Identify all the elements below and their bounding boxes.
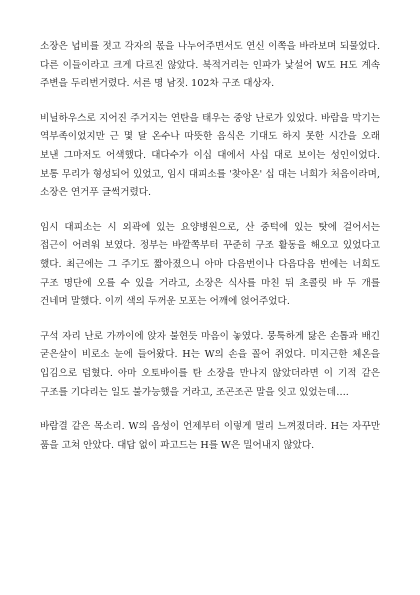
paragraph-2: 비닐하우스로 지어진 주거지는 연탄을 태우는 중앙 난로가 있었다. 바람을 막기는 역부족이었지만 근 몇 달 온수나 따뜻한 음식은 기대도 하지 못한 시간을 오래 보낸 그마저도 어색했다. 대다수가 이십 대에서 사십 대로 보이는 성인이었다. 보통 무리가 형성되어 있었고, 임시 대피소를 '찾아온' 십 대는 너희가 처음이라며, 소장은 연거푸 글썩거렸다. [40,112,380,199]
paragraph-4: 구석 자리 난로 가까이에 앉자 불현듯 마음이 놓였다. 뭉툭하게 닳은 손톱과 배긴 굳은살이 비로소 눈에 들어왔다. H는 W의 손을 꼴어 쥐었다. 미지근한 체온을 입김으로 덥혔다. 아마 오토바이를 탄 소장을 만나지 않았더라면 이 기적 같은 구조를 기다리는 일도 불가능했을 거라고, 조곤조곤 말을 잇고 있었는데…. [40,330,380,398]
paragraph-3: 임시 대피소는 시 외곽에 있는 요양병원으로, 산 중턱에 있는 탓에 걸어서는 접근이 어려워 보였다. 정부는 바깥쪽부터 꾸준히 구조 활동을 해오고 있었다고 했다. 최근에는 그 주기도 짧아졌으니 아마 다음번이나 다음다음 번에는 너희도 구조 명단에 오를 수 있을 거라고, 소장은 식사를 마친 뒤 초콜릿 바 두 개를 건네며 말했다. 이끼 색의 두꺼운 모포는 어깨에 얹어주었다. [40,221,380,308]
paragraph-5: 바람결 같은 목소리. W의 음성이 언제부터 이렇게 멀리 느껴졌더라. H는 자꾸만 품을 고쳐 안았다. 대답 없이 파고드는 H를 W은 밀어내지 않았다. [40,421,380,451]
paragraph-1: 소장은 넙비를 젓고 각자의 몫을 나누어주면서도 연신 이쪽을 바라보며 되물었다. 다른 이들이라고 크게 다르진 않았다. 북적거리는 인파가 낯설어 W도 H도 계속 주변을 두리번거렸다. 서른 명 남짓. 102차 구조 대상자. [40,41,380,90]
